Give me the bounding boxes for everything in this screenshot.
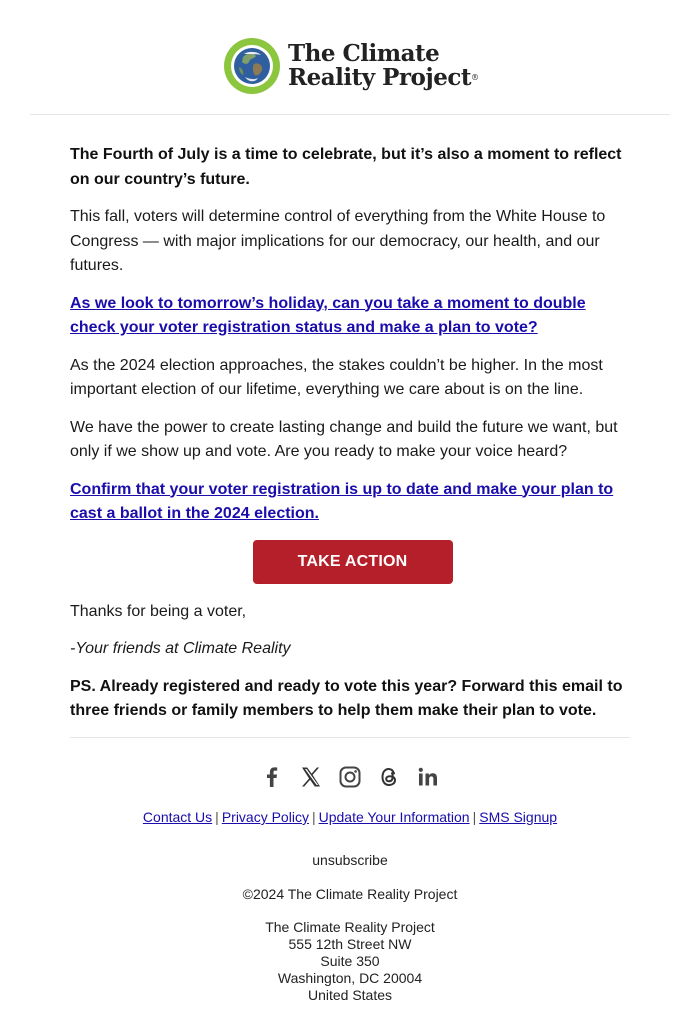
link-separator: | (311, 809, 316, 825)
threads-icon[interactable] (376, 764, 402, 790)
registered-mark: ® (470, 73, 479, 82)
email-footer (0, 808, 700, 1004)
logo-wordmark (288, 42, 478, 90)
logo-line-2-text: Reality Project (288, 64, 471, 91)
email-body (70, 143, 635, 737)
address-city: Washington, DC 20004 (277, 970, 423, 986)
unsubscribe-link[interactable]: unsubscribe (312, 852, 388, 868)
mailing-address (0, 919, 700, 1004)
climate-reality-logo[interactable] (223, 37, 478, 95)
earth-globe-icon (223, 37, 281, 95)
voter-registration-link[interactable]: As we look to tomorrow’s holiday, can you take a moment to double check your voter registration status and make a plan to vote? (70, 294, 586, 336)
body-paragraph-3: We have the power to create lasting change and build the future we want, but only if we show up and vote. Are you ready to make your voice heard? (70, 418, 618, 460)
cta-container (70, 540, 635, 584)
intro-paragraph: The Fourth of July is a time to celebrate, but it’s also a moment to reflect on our country’s future. (70, 146, 622, 188)
thanks-line: Thanks for being a voter, (70, 602, 247, 620)
email-header (0, 0, 700, 115)
signoff-line: -Your friends at Climate Reality (70, 640, 291, 657)
take-action-button[interactable]: TAKE ACTION (253, 540, 453, 584)
logo-line-2 (288, 66, 478, 90)
ps-paragraph: PS. Already registered and ready to vote this year? Forward this email to three friends or family members to help them make their plan to vote. (70, 677, 623, 719)
contact-us-link[interactable]: Contact Us (142, 809, 213, 825)
confirm-registration-link[interactable]: Confirm that your voter registration is up to date and make your plan to cast a ballot in the 2024 election. (70, 480, 614, 522)
instagram-icon[interactable] (337, 764, 363, 790)
update-information-link[interactable]: Update Your Information (318, 809, 470, 825)
body-paragraph-1: This fall, voters will determine control of everything from the White House to Congress — with major implications for our democracy, our health, and our futures. (70, 208, 606, 274)
x-icon[interactable] (298, 764, 324, 790)
linkedin-icon[interactable] (415, 764, 441, 790)
sms-signup-link[interactable]: SMS Signup (479, 809, 558, 825)
logo-line-1: The Climate (288, 40, 440, 67)
address-suite: Suite 350 (320, 953, 380, 969)
address-org: The Climate Reality Project (265, 919, 435, 935)
social-links (0, 764, 700, 790)
address-country: United States (307, 987, 393, 1003)
link-separator: | (472, 809, 477, 825)
copyright-text: ©2024 The Climate Reality Project (242, 886, 458, 902)
body-paragraph-2: As the 2024 election approaches, the stakes couldn’t be higher. In the most important election of our lifetime, everything we care about is on the line. (70, 356, 603, 398)
address-street: 555 12th Street NW (288, 936, 412, 952)
facebook-icon[interactable] (259, 764, 285, 790)
header-divider (30, 114, 670, 115)
privacy-policy-link[interactable]: Privacy Policy (221, 809, 309, 825)
footer-divider (70, 737, 630, 738)
link-separator: | (215, 809, 219, 825)
footer-links (0, 808, 700, 826)
